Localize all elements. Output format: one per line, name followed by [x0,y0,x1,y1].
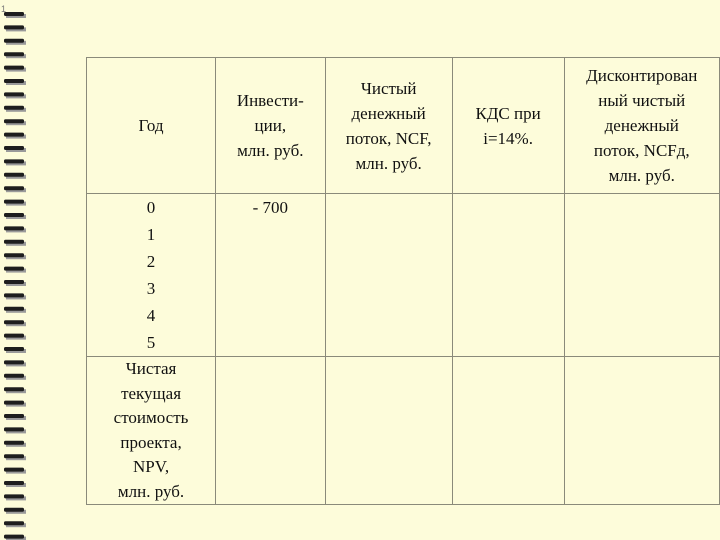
binding-ring [4,454,26,460]
binding-ring [4,387,26,393]
binding-ring [4,468,26,474]
header-year [87,58,216,194]
binding-ring [4,146,26,152]
header-line: млн. руб. [355,153,422,173]
years-column [87,194,216,357]
npv-label-line: млн. руб. [117,481,185,501]
binding-ring [4,494,26,500]
binding-ring [4,39,26,45]
binding-ring [4,374,26,380]
header-discount-factor [452,58,564,194]
binding-ring [4,427,26,433]
binding-ring [4,186,26,192]
net-cash-flow-column [325,194,452,357]
binding-ring [4,347,26,353]
page-number: 1 [1,4,7,14]
header-year-text: Год [138,116,164,135]
npv-investment-cell [216,357,326,505]
binding-ring [4,119,26,125]
header-line: поток, NCFд, [593,141,690,160]
binding-ring [4,320,26,326]
binding-ring [4,133,26,139]
binding-ring [4,334,26,340]
header-line: поток, NCF, [345,128,432,148]
investment-column [216,194,326,357]
discount-factor-column [452,194,564,357]
header-line: млн. руб. [237,141,304,160]
binding-ring [4,508,26,514]
npv-ncf-cell [325,357,452,505]
table-header-row [87,58,720,194]
binding-ring [4,293,26,299]
npv-label-line: проекта, [120,432,182,452]
npv-label-cell [87,357,216,505]
binding-ring [4,481,26,487]
header-investment [216,58,326,194]
npv-ncfd-cell [564,357,720,505]
header-line: Чистый [360,78,417,98]
binding-ring [4,200,26,206]
binding-ring [4,414,26,420]
header-discounted-cash-flow [564,58,720,194]
header-line: денежный [604,116,679,135]
year-cell: 1 [146,225,156,244]
npv-label-line: NPV, [133,457,170,476]
year-cell: 2 [146,252,156,271]
header-line: Инвести- [236,91,304,110]
year-cell: 4 [146,306,156,325]
npv-calculation-table [86,57,720,505]
binding-ring [4,280,26,286]
binding-ring [4,106,26,112]
notebook-page [36,0,720,540]
notebook-binding [0,0,36,540]
header-line: млн. руб. [608,166,675,185]
binding-ring [4,173,26,179]
header-line: КДС при [475,103,541,123]
npv-label-line: текущая [121,383,182,403]
header-line: i=14%. [483,128,533,148]
binding-ring [4,92,26,98]
binding-ring [4,66,26,72]
binding-ring [4,12,26,18]
npv-label-line: Чистая [125,359,177,378]
discounted-cash-flow-column [564,194,720,357]
header-net-cash-flow [325,58,452,194]
binding-ring [4,52,26,58]
binding-ring [4,253,26,259]
year-cell: 5 [146,333,156,352]
binding-ring [4,360,26,366]
binding-ring [4,441,26,447]
table-row [87,194,720,357]
investment-value: - 700 [252,198,289,217]
binding-ring [4,240,26,246]
year-cell: 3 [146,279,156,298]
year-cell: 0 [146,198,156,217]
binding-ring [4,267,26,273]
header-line: денежный [351,103,426,123]
header-line: ный чистый [598,91,686,110]
binding-ring [4,307,26,313]
header-line: Дисконтирован [586,66,698,85]
binding-ring [4,401,26,407]
binding-ring [4,226,26,232]
binding-ring [4,521,26,527]
binding-ring [4,79,26,85]
binding-rings [0,0,36,540]
binding-ring [4,535,26,540]
binding-ring [4,213,26,219]
binding-ring [4,25,26,31]
binding-ring [4,159,26,165]
table-row-npv [87,357,720,505]
npv-label-line: стоимость [113,408,189,427]
npv-kds-cell [452,357,564,505]
header-line: ции, [254,116,287,135]
